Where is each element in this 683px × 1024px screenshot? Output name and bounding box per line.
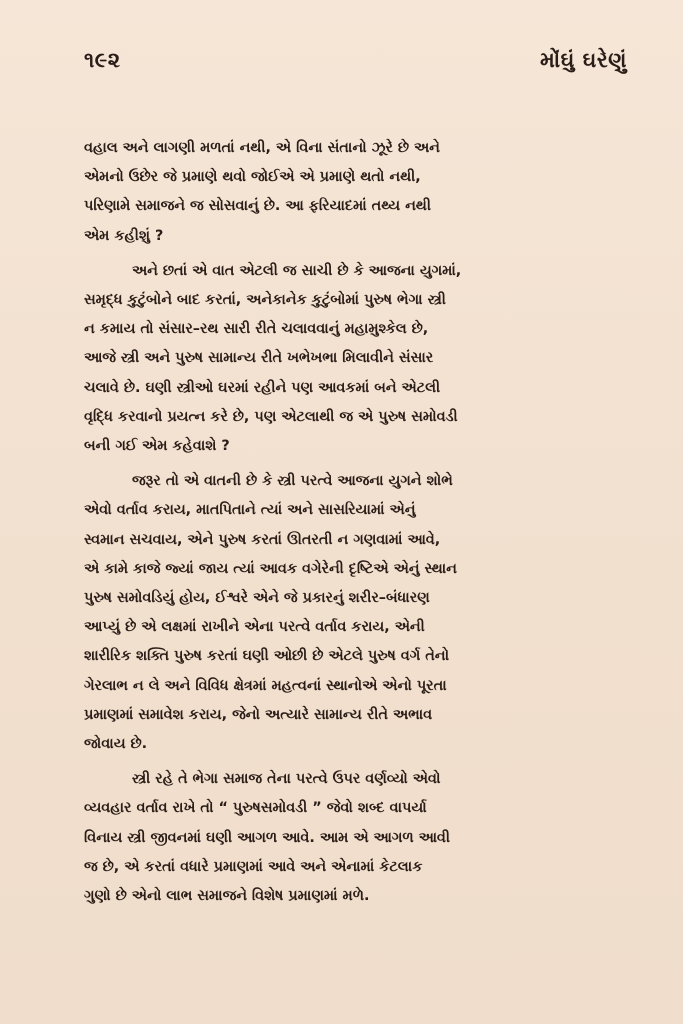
text-line: વહાલ અને લાગણી મળતાં નથી, એ વિના સંતાનો ઝૂરે છે અને <box>84 140 440 156</box>
text-line: સ્ત્રી રહે તે ભેગા સમાજ તેના પરત્વે ઉપર વર્ણવ્યો એવો <box>132 771 441 788</box>
paragraph-3 <box>84 467 633 759</box>
text-line: વૃદ્ધિ કરવાનો પ્રયત્ન કરે છે, પણ એટલાથી જ એ પુરુષ સમોવડી <box>84 408 458 425</box>
paragraph-1 <box>84 134 633 251</box>
text-line: ગુણો છે એનો લાભ સમાજને વિશેષ પ્રમાણમાં મળે. <box>84 888 370 905</box>
text-line: આપ્યું છે એ લક્ષમાં રાખીને એના પરત્વે વર્તાવ કરાય, એની <box>84 619 425 636</box>
text-line: ન કમાય તો સંસાર–રથ સારી રીતે ચલાવવાનું મહામુશ્કેલ છે, <box>84 321 429 338</box>
page-header <box>84 48 633 88</box>
page-number: ૧૯૨ <box>84 48 121 72</box>
text-line: વિનાય સ્ત્રી જીવનમાં ઘણી આગળ આવે. આમ એ આગળ આવી <box>84 829 450 846</box>
body-text <box>84 134 633 911</box>
text-line: પરિણામે સમાજને જ સોસવાનું છે. આ ફરિયાદમાં તથ્ય નથી <box>84 198 431 215</box>
text-line: બની ગઈ એમ કહેવાશે ? <box>84 438 230 455</box>
text-line: પ્રમાણમાં સમાવેશ કરાય, જેનો અત્યારે સામાન્ય રીતે અભાવ <box>84 706 433 723</box>
text-line: શારીરિક શક્તિ પુરુષ કરતાં ઘણી ઓછી છે એટલે પુરુષ વર્ગ તેનો <box>84 648 450 665</box>
paragraph-4 <box>84 765 633 911</box>
text-line: એવો વર્તાવ કરાય, માતપિતાને ત્યાં અને સાસરિયામાં એનું <box>84 502 416 519</box>
text-line: ગેરલાભ ન લે અને વિવિધ ક્ષેત્રમાં મહત્વનાં સ્થાનોએ એનો પૂરતા <box>84 677 447 694</box>
text-line: જરૂર તો એ વાતની છે કે સ્ત્રી પરત્વે આજના યુગને શોભે <box>132 473 453 490</box>
text-line: સમૃદ્ધ કુટુંબોને બાદ કરતાં, અનેકાનેક કુટુંબોમાં પુરુષ ભેગા સ્ત્રી <box>84 292 446 309</box>
text-line: એ કામે કાજે જ્યાં જાય ત્યાં આવક વગેરેની દૃષ્ટિએ એનું સ્થાન <box>84 560 457 577</box>
text-line: અને છતાં એ વાત એટલી જ સાચી છે કે આજના યુગમાં, <box>132 262 462 279</box>
text-line: જ છે, એ કરતાં વધારે પ્રમાણમાં આવે અને એનામાં કેટલાક <box>84 858 423 875</box>
text-line: એમ કહીશું ? <box>84 227 164 244</box>
running-title: મોંઘું ઘરેણું <box>540 48 627 72</box>
text-line: એમનો ઉછેર જે પ્રમાણે થવો જોઈએ એ પ્રમાણે થતો નથી, <box>84 169 421 186</box>
paragraph-2 <box>84 257 633 461</box>
text-line: જોવાય છે. <box>84 736 148 753</box>
text-line: વ્યવહાર વર્તાવ રાખે તો “ પુરુષસમોવડી ” જેવો શબ્દ વાપર્યા <box>84 800 427 817</box>
text-line: આજે સ્ત્રી અને પુરુષ સામાન્ય રીતે ખભેખભા મિલાવીને સંસાર <box>84 350 434 367</box>
text-line: ચલાવે છે. ઘણી સ્ત્રીઓ ઘરમાં રહીને પણ આવકમાં બને એટલી <box>84 379 441 396</box>
text-line: સ્વમાન સચવાય, એને પુરુષ કરતાં ઊતરતી ન ગણવામાં આવે, <box>84 531 441 548</box>
text-line: પુરુષ સમોવડિયું હોય, ઈશ્વરે એને જે પ્રકારનું શરીર–બંધારણ <box>84 590 430 607</box>
